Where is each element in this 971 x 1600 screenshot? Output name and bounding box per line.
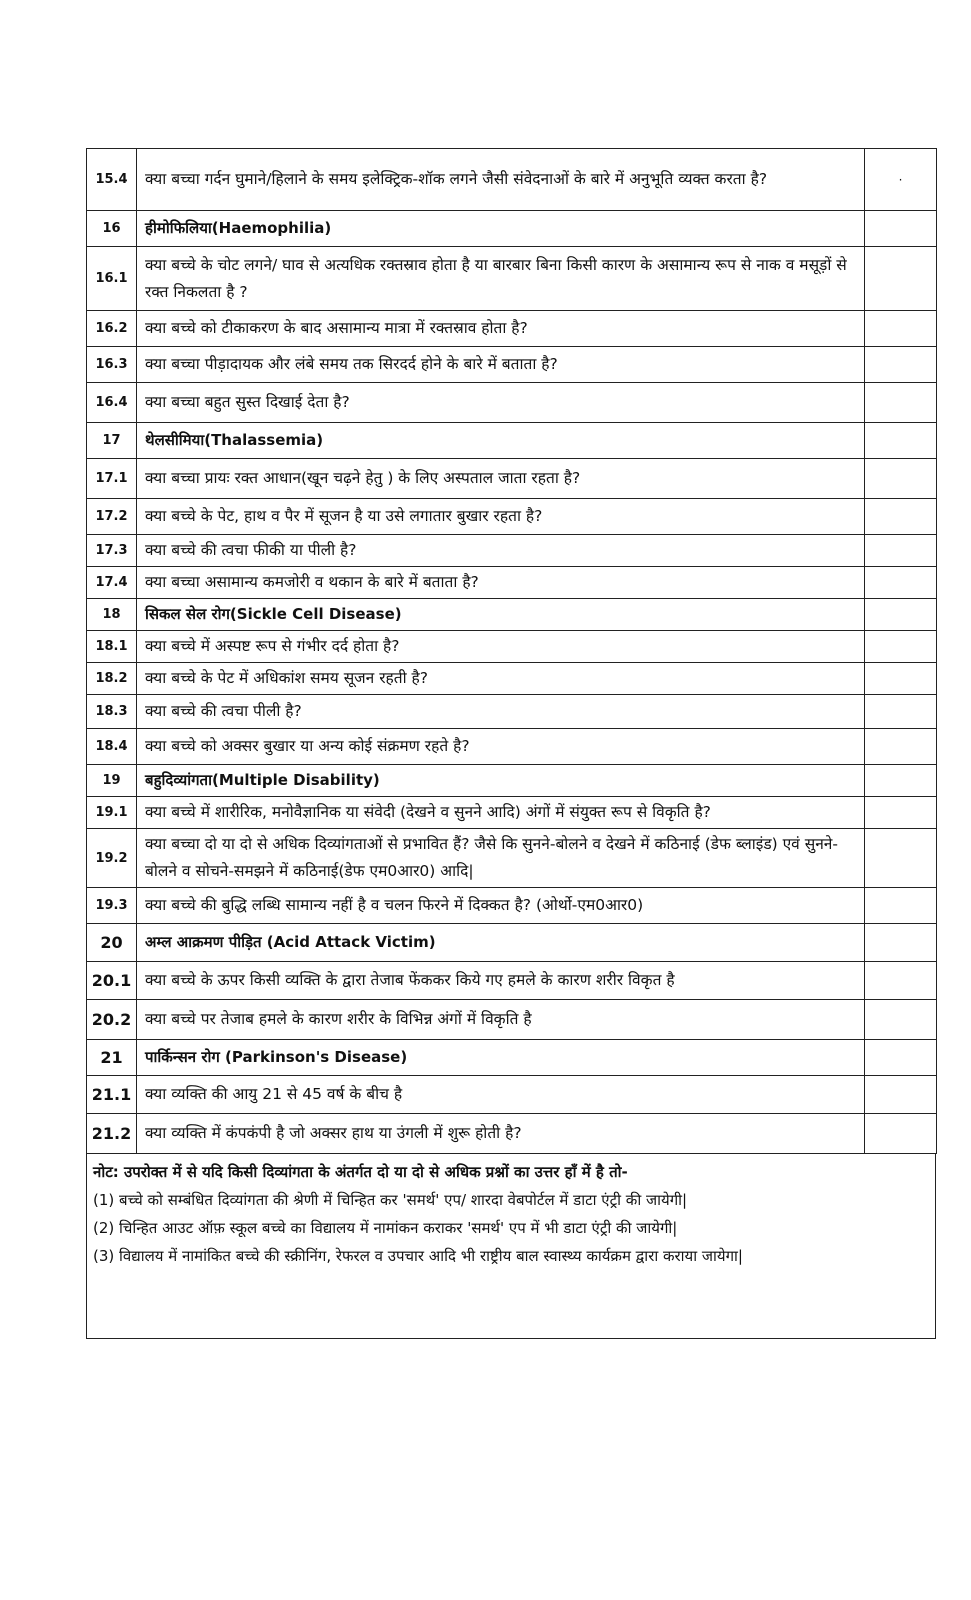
question-row xyxy=(87,888,937,924)
question-text: क्या बच्चा गर्दन घुमाने/हिलाने के समय इलेक्ट्रिक-शॉक लगने जैसी संवेदनाओं के बारे में अनुभूति व्यक्त करता है? xyxy=(137,149,865,211)
row-number: 18.4 xyxy=(87,729,137,765)
question-row xyxy=(87,1076,937,1114)
row-number: 15.4 xyxy=(87,149,137,211)
row-number: 19 xyxy=(87,765,137,797)
question-text: क्या व्यक्ति की आयु 21 से 45 वर्ष के बीच है xyxy=(137,1076,865,1114)
row-number: 17.1 xyxy=(87,459,137,499)
question-row xyxy=(87,311,937,347)
question-row xyxy=(87,631,937,663)
section-title: पार्किन्सन रोग (Parkinson's Disease) xyxy=(137,1040,865,1076)
row-number: 20 xyxy=(87,924,137,962)
note-point-3: (3) विद्यालय में नामांकित बच्चे की स्क्रीनिंग, रेफरल व उपचार आदि भी राष्ट्रीय बाल स्वास्थ्य कार्यक्रम द्वारा कराया जायेगा| xyxy=(93,1247,743,1265)
answer-cell[interactable] xyxy=(865,1114,937,1154)
row-number: 18.3 xyxy=(87,695,137,729)
section-title: अम्ल आक्रमण पीड़ित (Acid Attack Victim) xyxy=(137,924,865,962)
question-row xyxy=(87,962,937,1000)
question-text: क्या बच्चे की त्वचा पीली है? xyxy=(137,695,865,729)
row-number: 19.1 xyxy=(87,797,137,829)
question-text: क्या बच्चा असामान्य कमजोरी व थकान के बारे में बताता है? xyxy=(137,567,865,599)
section-title: थेलसीमिया(Thalassemia) xyxy=(137,423,865,459)
answer-cell[interactable] xyxy=(865,459,937,499)
row-number: 18 xyxy=(87,599,137,631)
answer-cell[interactable] xyxy=(865,311,937,347)
row-number: 18.2 xyxy=(87,663,137,695)
row-number: 18.1 xyxy=(87,631,137,663)
row-number: 21.1 xyxy=(87,1076,137,1114)
row-number: 17 xyxy=(87,423,137,459)
answer-cell[interactable] xyxy=(865,962,937,1000)
answer-cell[interactable] xyxy=(865,535,937,567)
answer-cell[interactable] xyxy=(865,631,937,663)
question-text: क्या बच्चा दो या दो से अधिक दिव्यांगताओं से प्रभावित हैं? जैसे कि सुनने-बोलने व देखने में कठिनाई (डेफ ब्लाइंड) एवं सुनने-बोलने व सोचने-समझने में कठिनाई(डेफ एम0आर0) आदि| xyxy=(137,829,865,888)
answer-cell[interactable] xyxy=(865,888,937,924)
section-title: बहुदिव्यांगता(Multiple Disability) xyxy=(137,765,865,797)
row-number: 20.2 xyxy=(87,1000,137,1040)
question-row xyxy=(87,247,937,311)
question-row xyxy=(87,383,937,423)
answer-cell[interactable] xyxy=(865,1000,937,1040)
section-header-row xyxy=(87,924,937,962)
question-text: क्या बच्चा प्रायः रक्त आधान(खून चढ़ने हेतु ) के लिए अस्पताल जाता रहता है? xyxy=(137,459,865,499)
question-row xyxy=(87,347,937,383)
answer-cell[interactable] xyxy=(865,599,937,631)
row-number: 17.4 xyxy=(87,567,137,599)
question-text: क्या बच्चे की त्वचा फीकी या पीली है? xyxy=(137,535,865,567)
question-row xyxy=(87,1000,937,1040)
row-number: 16.1 xyxy=(87,247,137,311)
question-row xyxy=(87,695,937,729)
question-row xyxy=(87,829,937,888)
section-header-row xyxy=(87,211,937,247)
answer-cell[interactable] xyxy=(865,765,937,797)
row-number: 21.2 xyxy=(87,1114,137,1154)
question-text: क्या बच्चे में अस्पष्ट रूप से गंभीर दर्द होता है? xyxy=(137,631,865,663)
answer-cell[interactable] xyxy=(865,383,937,423)
answer-cell[interactable] xyxy=(865,729,937,765)
row-number: 20.1 xyxy=(87,962,137,1000)
row-number: 17.3 xyxy=(87,535,137,567)
note-point-2: (2) चिन्हित आउट ऑफ़ स्कूल बच्चे का विद्यालय में नामांकन कराकर 'समर्थ' एप में भी डाटा एंट्री की जायेगी| xyxy=(93,1219,678,1237)
row-number: 16.4 xyxy=(87,383,137,423)
answer-cell[interactable] xyxy=(865,695,937,729)
row-number: 21 xyxy=(87,1040,137,1076)
question-text: क्या बच्चे के चोट लगने/ घाव से अत्यधिक रक्तस्राव होता है या बारबार बिना किसी कारण के असामान्य रूप से नाक व मसूड़ों से रक्त निकलता है ? xyxy=(137,247,865,311)
question-text: क्या बच्चे को अक्सर बुखार या अन्य कोई संक्रमण रहते है? xyxy=(137,729,865,765)
question-text: क्या बच्चे के पेट में अधिकांश समय सूजन रहती है? xyxy=(137,663,865,695)
row-number: 19.3 xyxy=(87,888,137,924)
answer-cell[interactable] xyxy=(865,567,937,599)
answer-cell[interactable] xyxy=(865,247,937,311)
section-title: हीमोफिलिया(Haemophilia) xyxy=(137,211,865,247)
answer-cell[interactable] xyxy=(865,347,937,383)
question-row xyxy=(87,535,937,567)
question-text: क्या व्यक्ति में कंपकंपी है जो अक्सर हाथ या उंगली में शुरू होती है? xyxy=(137,1114,865,1154)
section-header-row xyxy=(87,765,937,797)
question-text: क्या बच्चे पर तेजाब हमले के कारण शरीर के विभिन्न अंगों में विकृति है xyxy=(137,1000,865,1040)
row-number: 16 xyxy=(87,211,137,247)
question-text: क्या बच्चे की बुद्धि लब्धि सामान्य नहीं है व चलन फिरने में दिक्कत है? (ओर्थो-एम0आर0) xyxy=(137,888,865,924)
row-number: 16.3 xyxy=(87,347,137,383)
questionnaire-table xyxy=(86,148,937,1154)
question-text: क्या बच्चे को टीकाकरण के बाद असामान्य मात्रा में रक्तस्राव होता है? xyxy=(137,311,865,347)
section-header-row xyxy=(87,423,937,459)
questionnaire-body xyxy=(87,149,937,1154)
note-intro: नोट: उपरोक्त में से यदि किसी दिव्यांगता के अंतर्गत दो या दो से अधिक प्रश्नों का उत्तर हाँ में है तो- xyxy=(93,1163,628,1181)
question-row xyxy=(87,797,937,829)
question-text: क्या बच्चे के ऊपर किसी व्यक्ति के द्वारा तेजाब फेंककर किये गए हमले के कारण शरीर विकृत है xyxy=(137,962,865,1000)
question-row xyxy=(87,459,937,499)
answer-cell[interactable] xyxy=(865,423,937,459)
answer-cell[interactable] xyxy=(865,499,937,535)
question-row xyxy=(87,149,937,211)
questionnaire-sheet xyxy=(86,148,936,1339)
answer-cell[interactable] xyxy=(865,1076,937,1114)
answer-cell[interactable] xyxy=(865,829,937,888)
answer-cell[interactable] xyxy=(865,797,937,829)
question-text: क्या बच्चा पीड़ादायक और लंबे समय तक सिरदर्द होने के बारे में बताता है? xyxy=(137,347,865,383)
question-row xyxy=(87,663,937,695)
row-number: 16.2 xyxy=(87,311,137,347)
answer-cell[interactable] xyxy=(865,211,937,247)
question-row xyxy=(87,567,937,599)
question-text: क्या बच्चे के पेट, हाथ व पैर में सूजन है या उसे लगातार बुखार रहता है? xyxy=(137,499,865,535)
question-text: क्या बच्चा बहुत सुस्त दिखाई देता है? xyxy=(137,383,865,423)
section-header-row xyxy=(87,1040,937,1076)
question-row xyxy=(87,1114,937,1154)
row-number: 19.2 xyxy=(87,829,137,888)
question-row xyxy=(87,499,937,535)
section-header-row xyxy=(87,599,937,631)
note-point-1: (1) बच्चे को सम्बंधित दिव्यांगता की श्रेणी में चिन्हित कर 'समर्थ' एप/ शारदा वेबपोर्टल में डाटा एंट्री की जायेगी| xyxy=(93,1191,688,1209)
answer-cell[interactable] xyxy=(865,663,937,695)
section-title: सिकल सेल रोग(Sickle Cell Disease) xyxy=(137,599,865,631)
answer-cell[interactable] xyxy=(865,924,937,962)
answer-cell[interactable]: · xyxy=(865,149,937,211)
note-box xyxy=(86,1154,936,1339)
question-row xyxy=(87,729,937,765)
row-number: 17.2 xyxy=(87,499,137,535)
question-text: क्या बच्चे में शारीरिक, मनोवैज्ञानिक या संवेदी (देखने व सुनने आदि) अंगों में संयुक्त रूप से विकृति है? xyxy=(137,797,865,829)
answer-cell[interactable] xyxy=(865,1040,937,1076)
